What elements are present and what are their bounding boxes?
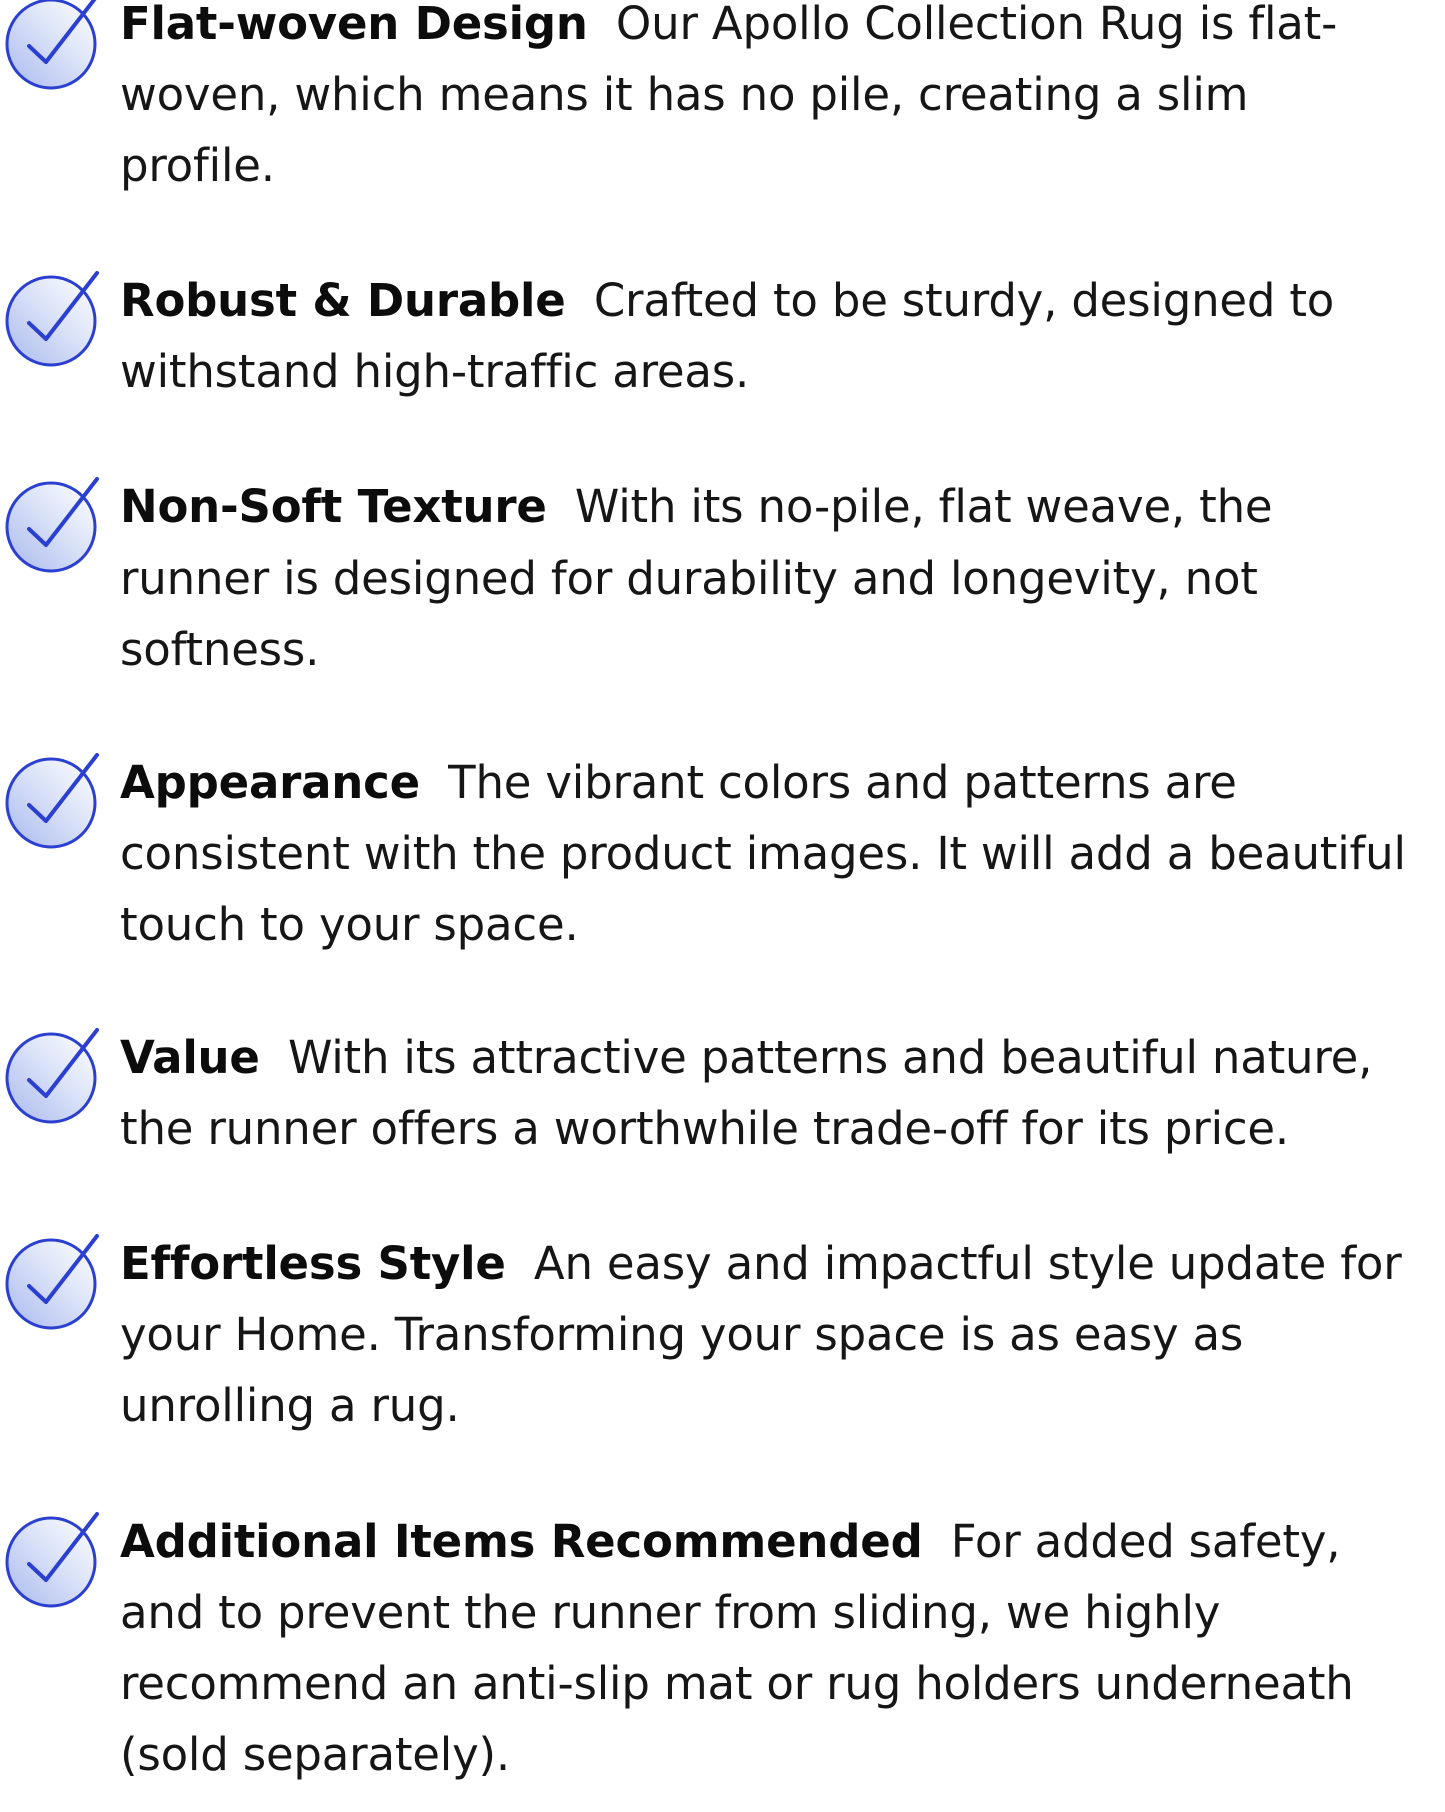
feature-text xyxy=(120,471,1435,684)
check-circle-icon-glyph xyxy=(1,0,105,94)
check-circle-icon xyxy=(0,1506,120,1612)
check-circle-icon xyxy=(0,747,120,853)
list-item xyxy=(0,747,1445,960)
feature-text xyxy=(120,1506,1435,1790)
feature-title: Value xyxy=(120,1031,260,1085)
feature-body: For added safety, and to prevent the runner from sliding, we highly recommend an anti-slip mat or rug holders underneath (sold separately). xyxy=(120,1514,1354,1781)
list-item xyxy=(0,471,1445,684)
feature-body: With its no-pile, flat weave, the runner is designed for durability and longevity, not softness. xyxy=(120,480,1273,676)
check-circle-icon xyxy=(0,1228,120,1334)
check-circle-icon-glyph xyxy=(1,1508,105,1612)
feature-body: An easy and impactful style update for your Home. Transforming your space is as easy as unrolling a rug. xyxy=(120,1237,1402,1433)
feature-title: Non-Soft Texture xyxy=(120,480,547,534)
list-item xyxy=(0,1022,1445,1164)
feature-body: With its attractive patterns and beautiful nature, the runner offers a worthwhile trade-off for its price. xyxy=(120,1031,1373,1156)
check-circle-icon-glyph xyxy=(1,749,105,853)
feature-title: Appearance xyxy=(120,755,420,809)
list-item xyxy=(0,1506,1445,1790)
feature-body: Crafted to be sturdy, designed to withstand high-traffic areas. xyxy=(120,274,1335,399)
list-item xyxy=(0,0,1445,201)
feature-title: Additional Items Recommended xyxy=(120,1514,923,1568)
feature-title: Robust & Durable xyxy=(120,274,566,328)
feature-title: Effortless Style xyxy=(120,1237,506,1291)
feature-body: Our Apollo Collection Rug is flat-woven, which means it has no pile, creating a slim profile. xyxy=(120,0,1338,193)
feature-title: Flat-woven Design xyxy=(120,0,588,50)
check-circle-icon-glyph xyxy=(1,1230,105,1334)
list-item xyxy=(0,265,1445,407)
feature-text xyxy=(120,265,1435,407)
feature-text xyxy=(120,0,1435,201)
feature-text xyxy=(120,1022,1435,1164)
check-circle-icon xyxy=(0,1022,120,1128)
check-circle-icon xyxy=(0,471,120,577)
check-circle-icon-glyph xyxy=(1,267,105,371)
list-item xyxy=(0,1228,1445,1441)
feature-body: The vibrant colors and patterns are consistent with the product images. It will add a beautiful touch to your space. xyxy=(120,755,1406,951)
feature-text xyxy=(120,1228,1435,1441)
check-circle-icon-glyph xyxy=(1,473,105,577)
check-circle-icon xyxy=(0,265,120,371)
check-circle-icon xyxy=(0,0,120,94)
check-circle-icon-glyph xyxy=(1,1024,105,1128)
feature-text xyxy=(120,747,1435,960)
